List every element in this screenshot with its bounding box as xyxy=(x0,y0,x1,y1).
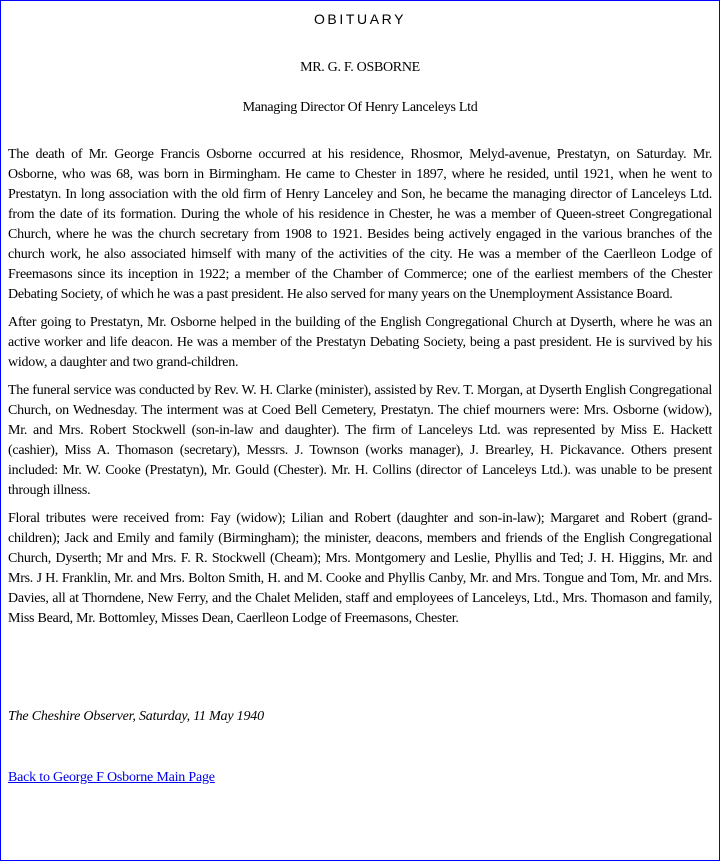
obituary-body xyxy=(8,145,712,637)
paragraph-death-notice: The death of Mr. George Francis Osborne occurred at his residence, Rhosmor, Melyd-avenue, Prestatyn, on Saturday. Mr. Osborne, who was 68, was born in Birmingham. He came to Chester in 1897, where he resided, until 1921, when he went to Prestatyn. In long association with the old firm of Henry Lanceley and Son, he became the managing director of Lanceleys Ltd. from the date of its formation. During the whole of his residence in Chester, he was a member of Queen-street Congregational Church, where he was the church secretary from 1908 to 1921. Besides being actively engaged in the various branches of the church work, he also associated himself with many of the activities of the city. He was a member of the Caerlleon Lodge of Freemasons since its inception in 1922; a member of the Chamber of Commerce; one of the earliest members of the Chester Debating Society, of which he was a past president. He also served for many years on the Unemployment Assistance Board. xyxy=(8,147,712,302)
paragraph-funeral: The funeral service was conducted by Rev. W. H. Clarke (minister), assisted by Rev. T. Morgan, at Dyserth English Congregational Church, on Wednesday. The interment was at Coed Bell Cemetery, Prestatyn. The chief mourners were: Mrs. Osborne (widow), Mr. and Mrs. Robert Stockwell (son-in-law and daughter). The firm of Lanceleys Ltd. was represented by Miss E. Hackett (cashier), Miss A. Thomason (secretary), Messrs. J. Townson (works manager), J. Brearley, H. Pickavance. Others present included: Mr. W. Cooke (Prestatyn), Mr. Gould (Chester). Mr. H. Collins (director of Lanceleys Ltd.). was unable to be present through illness. xyxy=(8,383,712,498)
deceased-name: MR. G. F. OSBORNE xyxy=(300,60,420,75)
deceased-title: Managing Director Of Henry Lanceleys Ltd xyxy=(242,100,478,115)
paragraph-prestatyn: After going to Prestatyn, Mr. Osborne helped in the building of the English Congregational Church at Dyserth, where he was an active worker and life deacon. He was a member of the Prestatyn Debating Society, being a past president. He is survived by his widow, a daughter and two grand-children. xyxy=(8,315,712,370)
page-heading: OBITUARY xyxy=(313,11,407,27)
source-citation: The Cheshire Observer, Saturday, 11 May 1940 xyxy=(8,709,264,724)
back-to-main-page-link[interactable]: Back to George F Osborne Main Page xyxy=(8,770,215,785)
paragraph-floral-tributes: Floral tributes were received from: Fay (widow); Lilian and Robert (daughter and son-in-law); Margaret and Robert (grand-children); Jack and Emily and family (Birmingham); the minister, deacons, members and friends of the English Congregational Church, Dyserth; Mr and Mrs. F. R. Stockwell (Cheam); Mrs. Montgomery and Leslie, Phyllis and Ted; J. H. Higgins, Mr. and Mrs. J H. Franklin, Mr. and Mrs. Bolton Smith, H. and M. Cooke and Phyllis Canby, Mr. and Mrs. Tongue and Tom, Mr. and Mrs. Davies, all at Thorndene, New Ferry, and the Chalet Meliden, staff and employees of Lanceleys, Ltd., Mrs. Thomason and family, Miss Beard, Mr. Bottomley, Misses Dean, Caerlleon Lodge of Freemasons, Chester. xyxy=(8,511,712,626)
